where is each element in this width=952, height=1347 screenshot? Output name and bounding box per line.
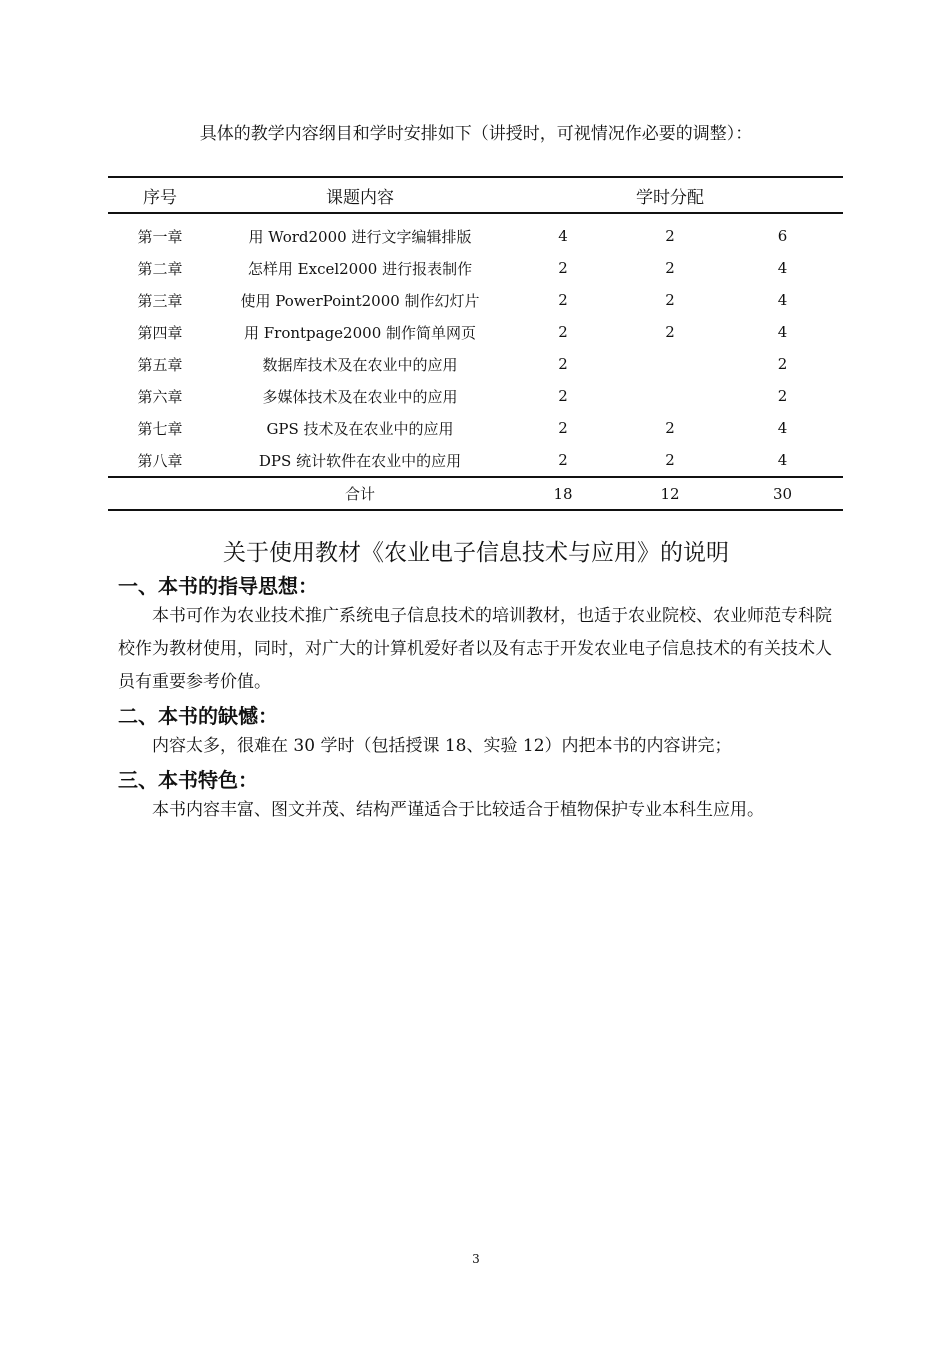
topic-cell: 数据库技术及在农业中的应用	[262, 355, 458, 374]
lecture-hours-cell: 2	[558, 355, 568, 373]
lecture-hours-cell: 2	[558, 387, 568, 405]
total-hours-cell: 6	[777, 227, 788, 245]
lab-hours-cell: 2	[665, 227, 675, 245]
chapter-cell: 第一章	[137, 227, 183, 246]
section-body-guiding-idea: 本书可作为农业技术推广系统电子信息技术的培训教材，也适于农业院校、农业师范专科院校作为教材使用，同时，对广大的计算机爱好者以及有志于开发农业电子信息技术的有关技术人员有重要参考价值。	[118, 606, 832, 692]
total-hours-cell: 2	[777, 387, 788, 405]
topic-cell: 用 Word2000 进行文字编辑排版	[248, 227, 472, 246]
section-heading-guiding-idea: 一、本书的指导思想：	[118, 574, 318, 598]
lecture-hours-cell: 2	[558, 451, 568, 469]
schedule-table	[108, 176, 843, 511]
table-header-row	[108, 177, 843, 213]
total-hours-cell: 4	[777, 259, 788, 277]
chapter-cell: 第七章	[137, 419, 183, 438]
lab-hours-cell: 2	[665, 419, 675, 437]
topic-cell: DPS 统计软件在农业中的应用	[258, 451, 462, 470]
section-heading-shortcomings: 二、本书的缺憾：	[118, 704, 278, 728]
chapter-cell: 第三章	[137, 291, 183, 310]
lab-hours-cell: 2	[665, 451, 675, 469]
topic-cell: 多媒体技术及在农业中的应用	[262, 387, 458, 406]
lab-hours-cell: 2	[665, 323, 675, 341]
lab-hours-cell: 2	[665, 259, 675, 277]
grand-total-cell: 30	[722, 477, 843, 510]
header-hours: 学时分配	[618, 177, 722, 213]
total-lecture-cell: 18	[508, 477, 618, 510]
topic-cell: 用 Frontpage2000 制作简单网页	[243, 323, 477, 342]
total-lab-cell: 12	[618, 477, 722, 510]
section-body-features: 本书内容丰富、图文并茂、结构严谨适合于比较适合于植物保护专业本科生应用。	[152, 800, 764, 820]
table-row	[108, 284, 843, 316]
page-number: 3	[472, 1252, 480, 1266]
table-row	[108, 412, 843, 444]
lab-hours-cell	[618, 380, 722, 412]
chapter-cell: 第四章	[137, 323, 183, 342]
chapter-cell: 第五章	[137, 355, 183, 374]
lecture-hours-cell: 2	[558, 323, 568, 341]
topic-cell: 使用 PowerPoint2000 制作幻灯片	[240, 291, 480, 310]
total-hours-cell: 4	[777, 419, 788, 437]
total-hours-cell: 4	[777, 323, 788, 341]
topic-cell: GPS 技术及在农业中的应用	[266, 419, 454, 438]
table-row	[108, 348, 843, 380]
table-row	[108, 316, 843, 348]
lab-hours-cell: 2	[665, 291, 675, 309]
lecture-hours-cell: 2	[558, 291, 568, 309]
lecture-hours-cell: 2	[558, 259, 568, 277]
intro-text: 具体的教学内容纲目和学时安排如下（讲授时，可视情况作必要的调整）：	[199, 124, 753, 144]
document-title: 关于使用教材《农业电子信息技术与应用》的说明	[223, 540, 729, 566]
lab-hours-cell	[618, 348, 722, 380]
total-hours-cell: 4	[777, 451, 788, 469]
lecture-hours-cell: 2	[558, 419, 568, 437]
table-row	[108, 252, 843, 284]
table-row	[108, 213, 843, 252]
chapter-cell: 第二章	[137, 259, 183, 278]
topic-cell: 怎样用 Excel2000 进行报表制作	[247, 259, 473, 278]
total-hours-cell: 4	[777, 291, 788, 309]
total-row	[108, 477, 843, 510]
table-row	[108, 380, 843, 412]
lecture-hours-cell: 4	[558, 227, 568, 245]
header-topic: 课题内容	[212, 177, 508, 213]
header-index: 序号	[108, 177, 212, 213]
total-hours-cell: 2	[777, 355, 788, 373]
section-heading-features: 三、本书特色：	[118, 768, 258, 792]
total-label: 合计	[212, 477, 508, 510]
chapter-cell: 第八章	[137, 451, 183, 470]
section-body-shortcomings: 内容太多，很难在 30 学时（包括授课 18、实验 12）内把本书的内容讲完；	[152, 736, 732, 756]
chapter-cell: 第六章	[137, 387, 183, 406]
table-row	[108, 444, 843, 477]
